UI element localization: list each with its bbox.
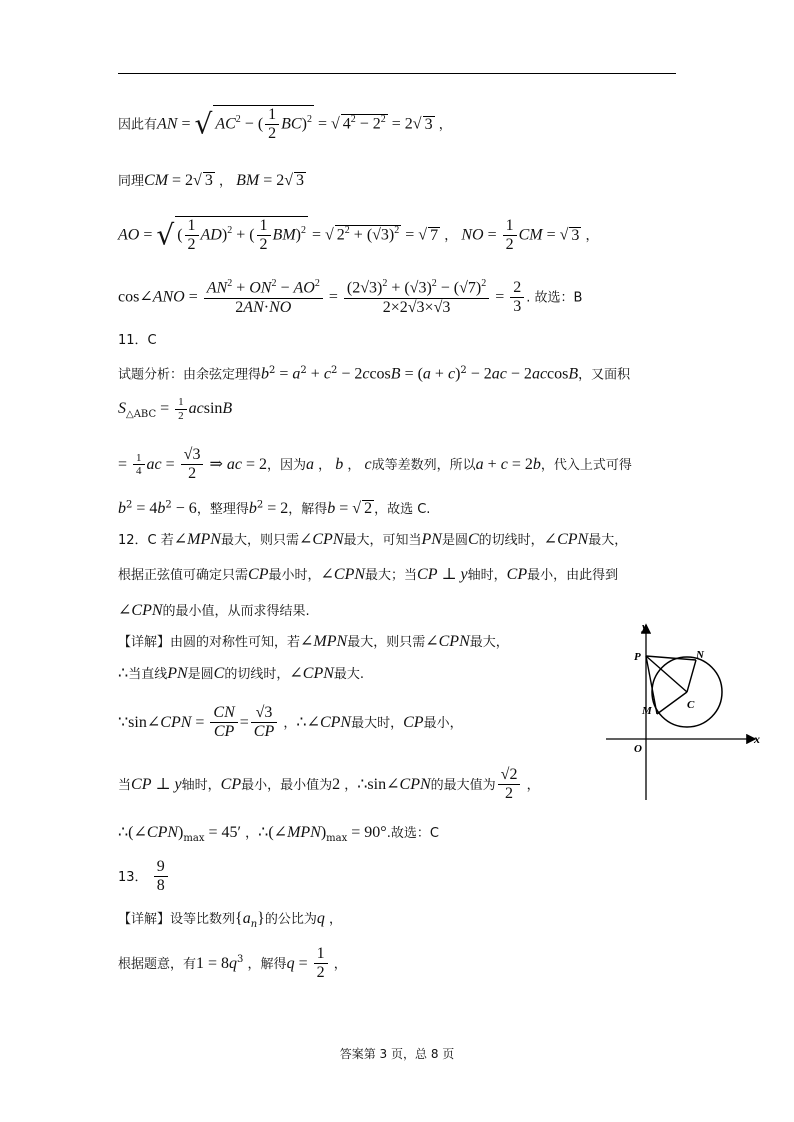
line-13: 【详解】由圆的对称性可知，若∠MPN最大，则只需∠CPN最大， (118, 633, 509, 650)
label-n: N (696, 649, 704, 661)
label-p: P (634, 651, 641, 663)
line-cm (657, 692, 687, 714)
line-11: 根据正弦值可确定只需CP最小时，∠CPN最大；当CP ⊥ y轴时，CP最小，由此得到 (118, 566, 619, 583)
page-footer: 答案第 3 页，总 8 页 (339, 1047, 455, 1061)
line-7: $S_{\triangle ABC}$ = $\frac{1}{2}$ acsinB (118, 396, 233, 422)
line-12: ∠CPN的最小值，从而求得结果. (118, 602, 310, 619)
line-19: 【详解】设等比数列$\{a_n\}$的公比为q ， (118, 910, 342, 930)
line-16: 当CP ⊥ y轴时，CP最小，最小值为2 ，∴sin∠CPN的最大值为 $\frac{√2}{2}$ ， (118, 766, 540, 803)
line-18: 13． $\frac{9}{8}$ (118, 858, 170, 896)
label-m: M (642, 705, 652, 717)
line-9: $b^2 = 4b^2 - 6$，整理得$b^2 = 2$，解得b = √ 2 ，故选 C. (118, 499, 431, 517)
line-4: cos∠ANO = $\frac{AN^2 + ON^2 - AO^2}{2AN\cdot NO}$ = $\frac{(2√3)^2 + (√3)^2 - (√7)^2}{2\times 2√3\times√3}$ = $\frac{2}{3}$ . 故选：B (118, 278, 583, 316)
line-8: = $\frac{1}{4}$ ac = $\frac{√3}{2}$ ⇒ ac = 2，因为a ， b ， c成等差数列，所以a + c = 2b，代入上式可得 (118, 446, 632, 483)
line-15: ∵sin∠CPN = $\frac{CN}{CP}$ = $\frac{√3}{CP}$ ，∴∠CPN最大时，CP最小， (118, 704, 463, 741)
line-20: 根据题意，有$1 = 8q^3$ ，解得q = $\frac{1}{2}$ ， (118, 945, 347, 982)
line-cn (687, 660, 696, 692)
line-6: 试题分析：由余弦定理得$b^2 = a^2 + c^2 - 2ccosB = (a + c)^2 - 2ac - 2accosB$，又面积 (118, 365, 631, 383)
circle-diagram (604, 618, 764, 800)
diagram-svg (604, 618, 764, 800)
line-17: $\therefore(\angle CPN)_{max} = 45'$ ，$\therefore(\angle MPN)_{max} = 90^\circ$.故选：C (118, 824, 439, 844)
line-1: 因此有AN = √ $AC^2$ − ( $\frac{1}{2}$ BC)$^2$ = √ $4^2 - 2^2 = 2√$ 3 ， (118, 106, 452, 143)
label-c: C (687, 699, 695, 711)
line-3: AO = √ ( $\frac{1}{2}$ AD)$^2$ + ( $\frac{1}{2}$ BM)$^2$ = √ $2^2 + (√3)^2$ = √ 7 ， NO = $\frac{1}{2}$ CM = √ 3 ， (118, 216, 599, 254)
line-14: ∴当直线PN是圆C的切线时，∠CPN最大. (118, 665, 365, 682)
label-o: O (634, 743, 642, 755)
line-5: 11．C (118, 333, 157, 348)
line-2: 同理CM = 2√ 3 ， BM = 2√ 3 (118, 172, 305, 189)
line-10: 12．C 若∠MPN最大，则只需∠CPN最大，可知当PN是圆C的切线时，∠CPN最大， (118, 531, 628, 548)
label-x: x (754, 732, 760, 746)
label-y: y (642, 621, 647, 633)
header-rule (118, 73, 676, 74)
